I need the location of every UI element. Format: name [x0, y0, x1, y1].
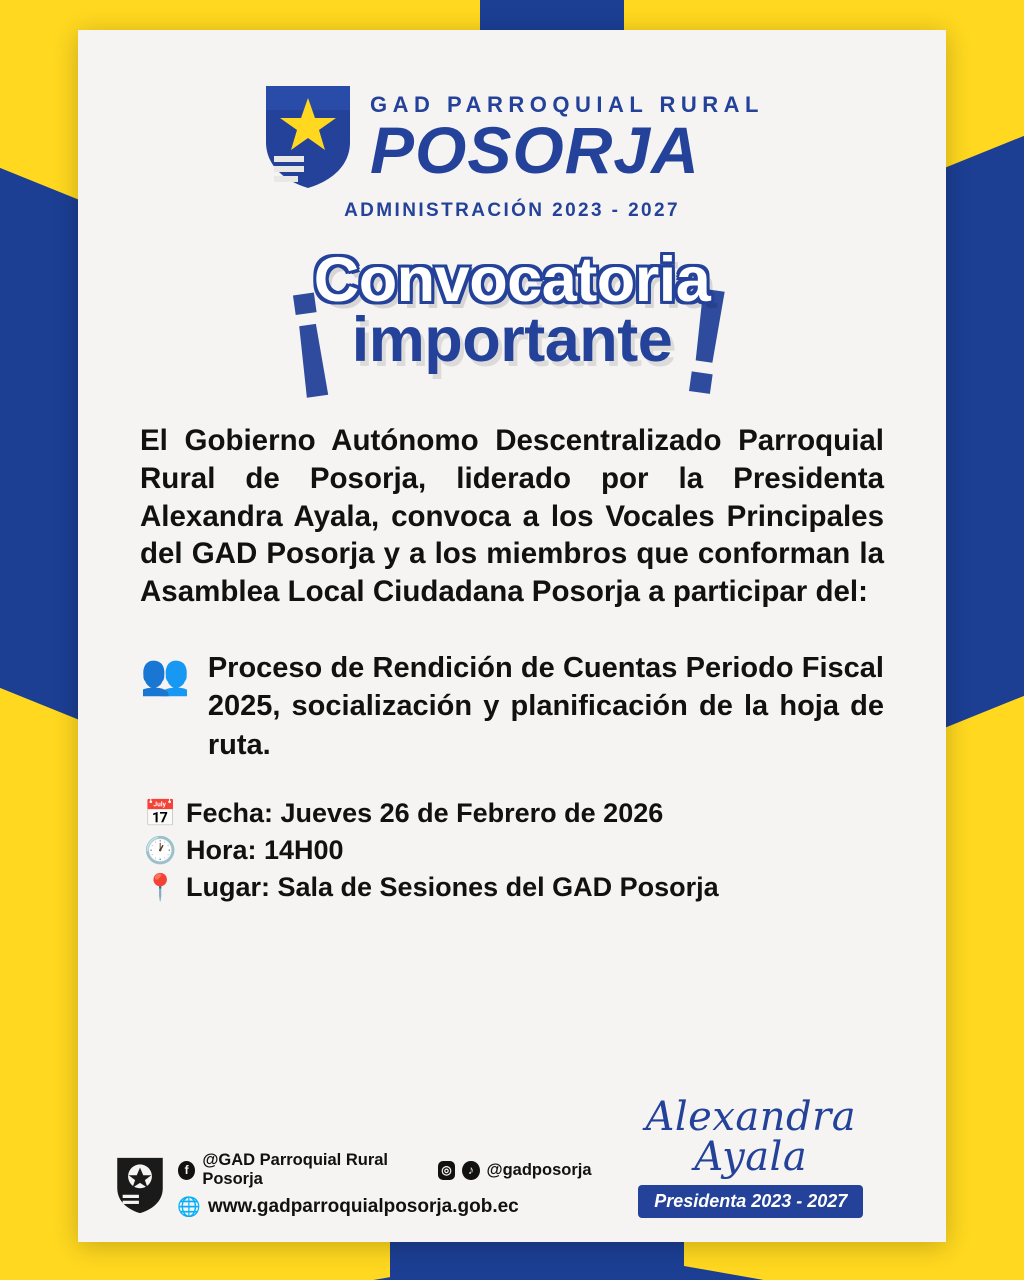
detail-label: Fecha: Jueves 26 de Febrero de 2026 [186, 798, 664, 829]
headline-line-1: Convocatoria [313, 245, 711, 315]
detail-row [144, 835, 884, 866]
detail-label: Hora: 14H00 [186, 835, 344, 866]
people-group-icon: 👥 [140, 652, 190, 697]
headline-line-2: importante [351, 305, 673, 376]
highlight-block [140, 649, 884, 765]
exclamation-close: ! [670, 254, 744, 428]
poster-footer [114, 1094, 910, 1218]
logo-subtitle: ADMINISTRACIÓN 2023 - 2027 [344, 200, 680, 221]
detail-row [144, 798, 884, 829]
organization-logo [114, 80, 910, 222]
tiktok-icon[interactable]: ♪ [462, 1161, 479, 1180]
logo-name: POSORJA [370, 112, 700, 187]
website-url[interactable]: www.gadparroquialposorja.gob.ec [208, 1196, 519, 1217]
signature-name: Alexandra Ayala [645, 1094, 857, 1180]
highlight-text: Proceso de Rendición de Cuentas Periodo Fiscal 2025, socialización y planificación de la hoja de ruta. [207, 651, 884, 761]
shield-star-icon-small [114, 1154, 166, 1216]
headline-block [114, 234, 910, 428]
instagram-icon[interactable]: ◎ [438, 1161, 455, 1180]
poster-card [78, 30, 946, 1242]
calendar-icon: 📅 [144, 798, 177, 829]
shield-star-icon [260, 80, 356, 192]
detail-row [144, 872, 884, 903]
body-paragraph: El Gobierno Autónomo Descentralizado Parroquial Rural de Posorja, liderado por la Presidenta Alexandra Ayala, convoca a los Vocales Principales del GAD Posorja y a los miembros que conforman la Asamblea Local Ciudadana Posorja a participar del: [140, 424, 884, 608]
signature-badge: Presidenta 2023 - 2027 [638, 1185, 863, 1218]
location-pin-icon: 📍 [144, 872, 177, 903]
event-details [144, 798, 884, 903]
logo-kicker: GAD PARROQUIAL RURAL [370, 91, 764, 117]
clock-icon: 🕐 [144, 835, 177, 866]
facebook-handle: @GAD Parroquial Rural Posorja [202, 1151, 389, 1188]
globe-icon: 🌐 [177, 1197, 201, 1218]
facebook-icon[interactable]: f [178, 1161, 195, 1180]
social-handle: @gadposorja [486, 1160, 592, 1179]
exclamation-open: ¡ [270, 234, 344, 408]
detail-label: Lugar: Sala de Sesiones del GAD Posorja [186, 872, 719, 903]
